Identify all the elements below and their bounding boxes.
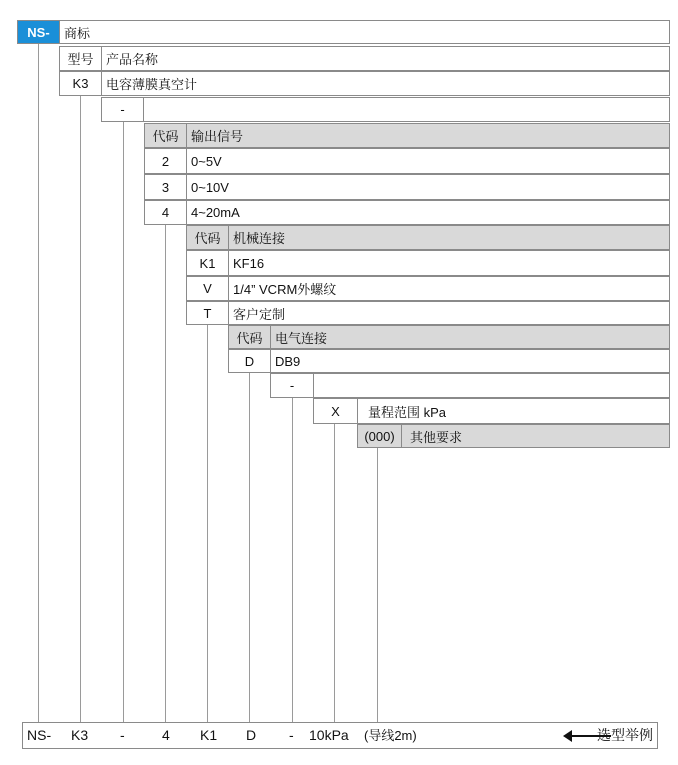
mechanical-code-v: V [186,276,229,301]
connector-line-mechanical [207,325,208,722]
example-part-sep1: - [120,727,125,743]
model-header-code: 型号 [59,46,102,71]
connector-line-sep1 [123,122,124,722]
electrical-header-name: 电气连接 [270,325,670,349]
mechanical-code-k1: K1 [186,250,229,276]
separator-2: - [270,373,314,398]
connector-line-brand [38,44,39,722]
connector-line-range [334,424,335,722]
output-code-4: 4 [144,200,187,225]
brand-label: 商标 [59,20,670,44]
range-name: 量程范围 kPa [357,398,670,424]
mechanical-code-t: T [186,301,229,325]
mechanical-name-v: 1/4” VCRM外螺纹 [228,276,670,301]
connector-line-other [377,448,378,722]
model-code: K3 [59,71,102,96]
range-code: X [313,398,358,424]
electrical-header-code: 代码 [228,325,271,349]
example-part-output: 4 [162,727,170,743]
example-label: 选型举例 [597,727,653,743]
connector-line-model [80,96,81,722]
output-code-2: 2 [144,148,187,174]
output-header-name: 输出信号 [186,123,670,148]
output-name-2: 0~5V [186,148,670,174]
connector-line-sep2 [292,398,293,722]
mechanical-name-t: 客户定制 [228,301,670,325]
selection-example-row [22,722,658,749]
connector-line-electrical [249,373,250,722]
example-part-other: (导线2m) [364,728,417,743]
output-header-code: 代码 [144,123,187,148]
model-header-name: 产品名称 [101,46,670,71]
other-code: (000) [357,424,402,448]
connector-line-output [165,225,166,722]
separator-2-fill [313,373,670,398]
example-part-mechanical: K1 [200,727,218,743]
mechanical-header-code: 代码 [186,225,229,250]
electrical-code-d: D [228,349,271,373]
brand-code: NS- [17,20,60,44]
output-name-3: 0~10V [186,174,670,200]
mechanical-header-name: 机械连接 [228,225,670,250]
example-part-electrical: D [246,727,257,743]
mechanical-name-k1: KF16 [228,250,670,276]
electrical-name-d: DB9 [270,349,670,373]
example-part-brand: NS- [27,727,52,743]
separator-1: - [101,97,144,122]
separator-1-fill [143,97,670,122]
output-name-4: 4~20mA [186,200,670,225]
example-part-model: K3 [71,727,89,743]
example-part-range: 10kPa [309,727,349,743]
model-name: 电容薄膜真空计 [101,71,670,96]
output-code-3: 3 [144,174,187,200]
other-name: 其他要求 [401,424,670,448]
example-part-sep2: - [289,727,294,743]
